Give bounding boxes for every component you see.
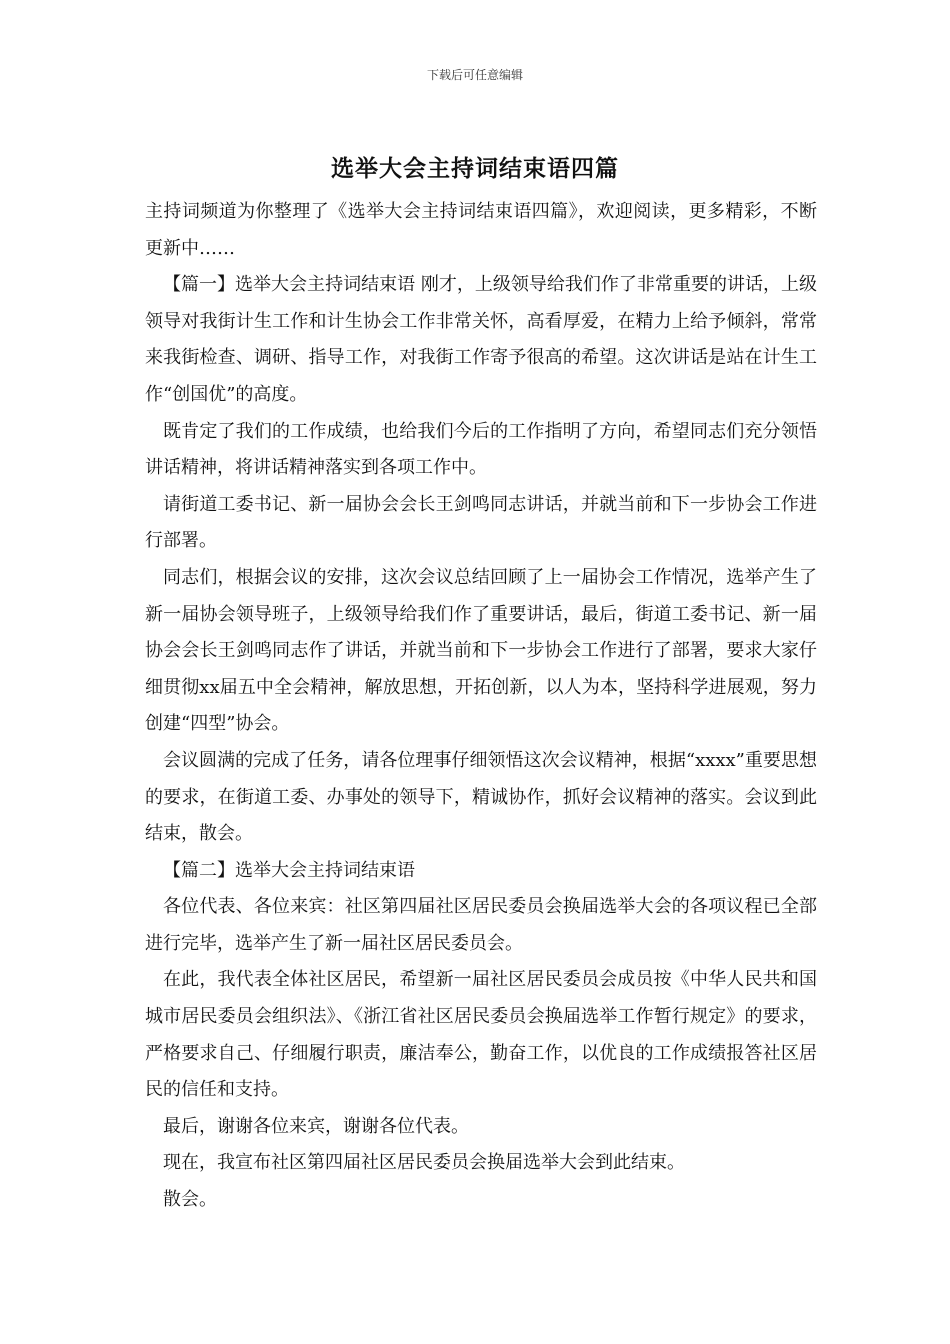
paragraph: 同志们，根据会议的安排，这次会议总结回顾了上一届协会工作情况，选举产生了新一届协会领导班子，上级领导给我们作了重要讲话，最后，街道工委书记、新一届协会会长王剑鸣同志作了讲话，并就当前和下一步协会工作进行了部署，要求大家仔细贯彻xx届五中全会精神，解放思想，开拓创新，以人为本，坚持科学进展观，努力创建“四型”协会。 [145, 566, 817, 735]
paragraph: 各位代表、各位来宾：社区第四届社区居民委员会换届选举大会的各项议程已全部进行完毕，选举产生了新一届社区居民委员会。 [145, 896, 817, 954]
paragraph: 会议圆满的完成了任务，请各位理事仔细领悟这次会议精神，根据“xxxx”重要思想的要求，在街道工委、办事处的领导下，精诚协作，抓好会议精神的落实。会议到此结束，散会。 [145, 749, 817, 845]
paragraph: 请街道工委书记、新一届协会会长王剑鸣同志讲话，并就当前和下一步协会工作进行部署。 [145, 493, 817, 552]
section-heading: 【篇二】选举大会主持词结束语 [163, 859, 415, 881]
document-title: 选举大会主持词结束语四篇 [331, 155, 619, 182]
paragraph: 现在，我宣布社区第四届社区居民委员会换届选举大会到此结束。 [163, 1152, 685, 1174]
paragraph: 最后，谢谢各位来宾，谢谢各位代表。 [163, 1115, 469, 1137]
paragraph: 既肯定了我们的工作成绩，也给我们今后的工作指明了方向，希望同志们充分领悟讲话精神，将讲话精神落实到各项工作中。 [145, 420, 817, 479]
document-body [145, 194, 817, 1219]
paragraph: 主持词频道为你整理了《选举大会主持词结束语四篇》，欢迎阅读，更多精彩，不断更新中…… [145, 201, 817, 259]
paragraph: 散会。 [163, 1189, 217, 1211]
page-header: 下载后可任意编辑 [426, 68, 523, 82]
paragraph: 【篇一】选举大会主持词结束语 刚才，上级领导给我们作了非常重要的讲话，上级领导对我街计生工作和计生协会工作非常关怀，高看厚爱，在精力上给予倾斜，常常来我街检查、调研、指导工作，对我街工作寄予很高的希望。这次讲话是站在计生工作“创国优”的高度。 [145, 274, 817, 405]
paragraph: 在此，我代表全体社区居民，希望新一届社区居民委员会成员按《中华人民共和国城市居民委员会组织法》、《浙江省社区居民委员会换届选举工作暂行规定》的要求，严格要求自己、仔细履行职责，廉洁奉公，勤奋工作，以优良的工作成绩报答社区居民的信任和支持。 [145, 969, 817, 1101]
